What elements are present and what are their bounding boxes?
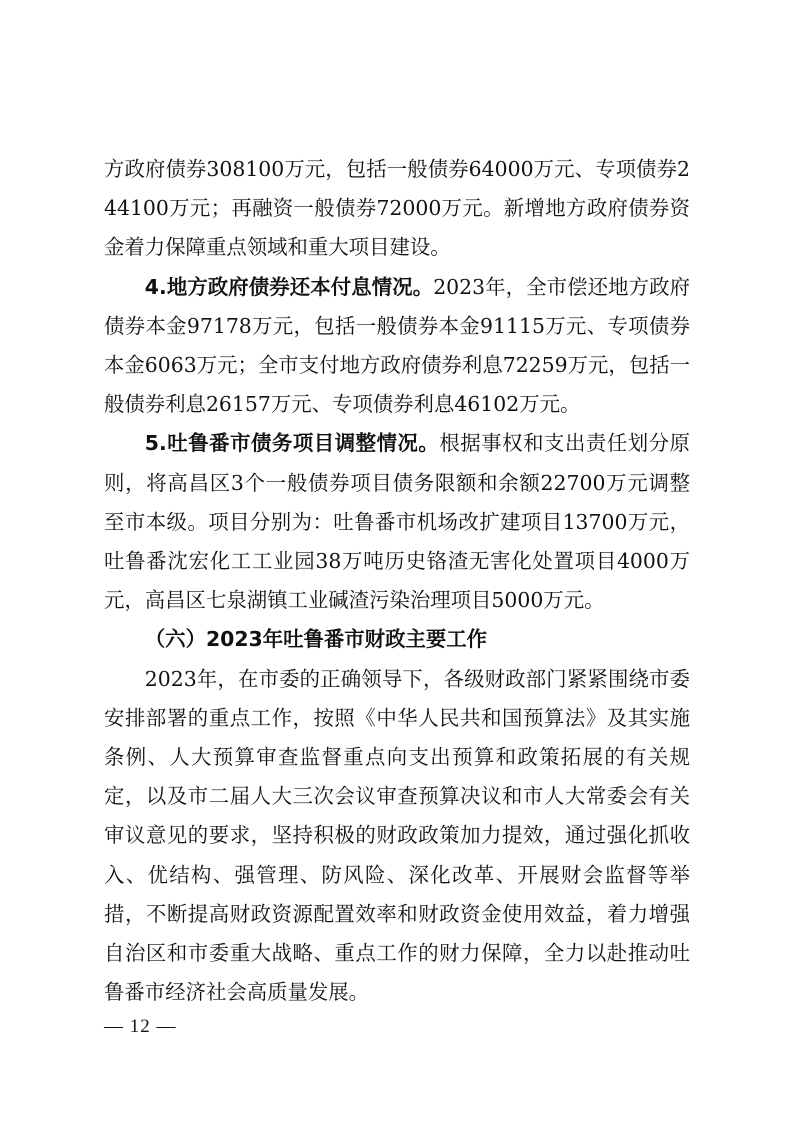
section-heading: （六）2023年吐鲁番市财政主要工作: [144, 627, 488, 652]
paragraph-text: 根据事权和支出责任划分原则，将高昌区3个一般债券项目债务限额和余额22700万元调整至市本级。项目分别为：吐鲁番市机场改扩建项目13700万元，吐鲁番沈宏化工工业园38万吨历史铬渣无害化处置项目4000万元，高昌区七泉湖镇工业碱渣污染治理项目5000万元。: [104, 431, 691, 613]
paragraph-main-work: 2023年，在市委的正确领导下，各级财政部门紧紧围绕市委安排部署的重点工作，按照《中华人民共和国预算法》及其实施条例、人大预算审查监督重点向支出预算和政策拓展的有关规定，以及市二届人大三次会议审查预算决议和市人大常委会有关审议意见的要求，坚持积极的财政政策加力提效，通过强化抓收入、优结构、强管理、防风险、深化改革、开展财会监督等举措，不断提高财政资源配置效率和财政资金使用效益，着力增强自治区和市委重大战略、重点工作的财力保障，全力以赴推动吐鲁番市经济社会高质量发展。: [104, 666, 690, 1005]
page-number: — 12 —: [104, 1016, 177, 1037]
paragraph-lead: 5.吐鲁番市债务项目调整情况。: [144, 431, 440, 456]
paragraph-bond-issuance: 方政府债券308100万元，包括一般债券64000万元、专项债券244100万元；再融资一般债券72000万元。新增地方政府债券资金着力保障重点领域和重大项目建设。: [104, 157, 690, 260]
paragraph-text: 2023年，全市偿还地方政府债券本金97178万元，包括一般债券本金91115万元、专项债券本金6063万元；全市支付地方政府债券利息72259万元，包括一般债券利息26157万元、专项债券利息46102万元。: [104, 274, 690, 417]
paragraph-lead: 4.地方政府债券还本付息情况。: [144, 274, 434, 299]
paragraph-project-adjustment: [104, 424, 690, 620]
paragraph-bond-repayment: [104, 268, 690, 425]
document-body: [104, 150, 690, 1012]
